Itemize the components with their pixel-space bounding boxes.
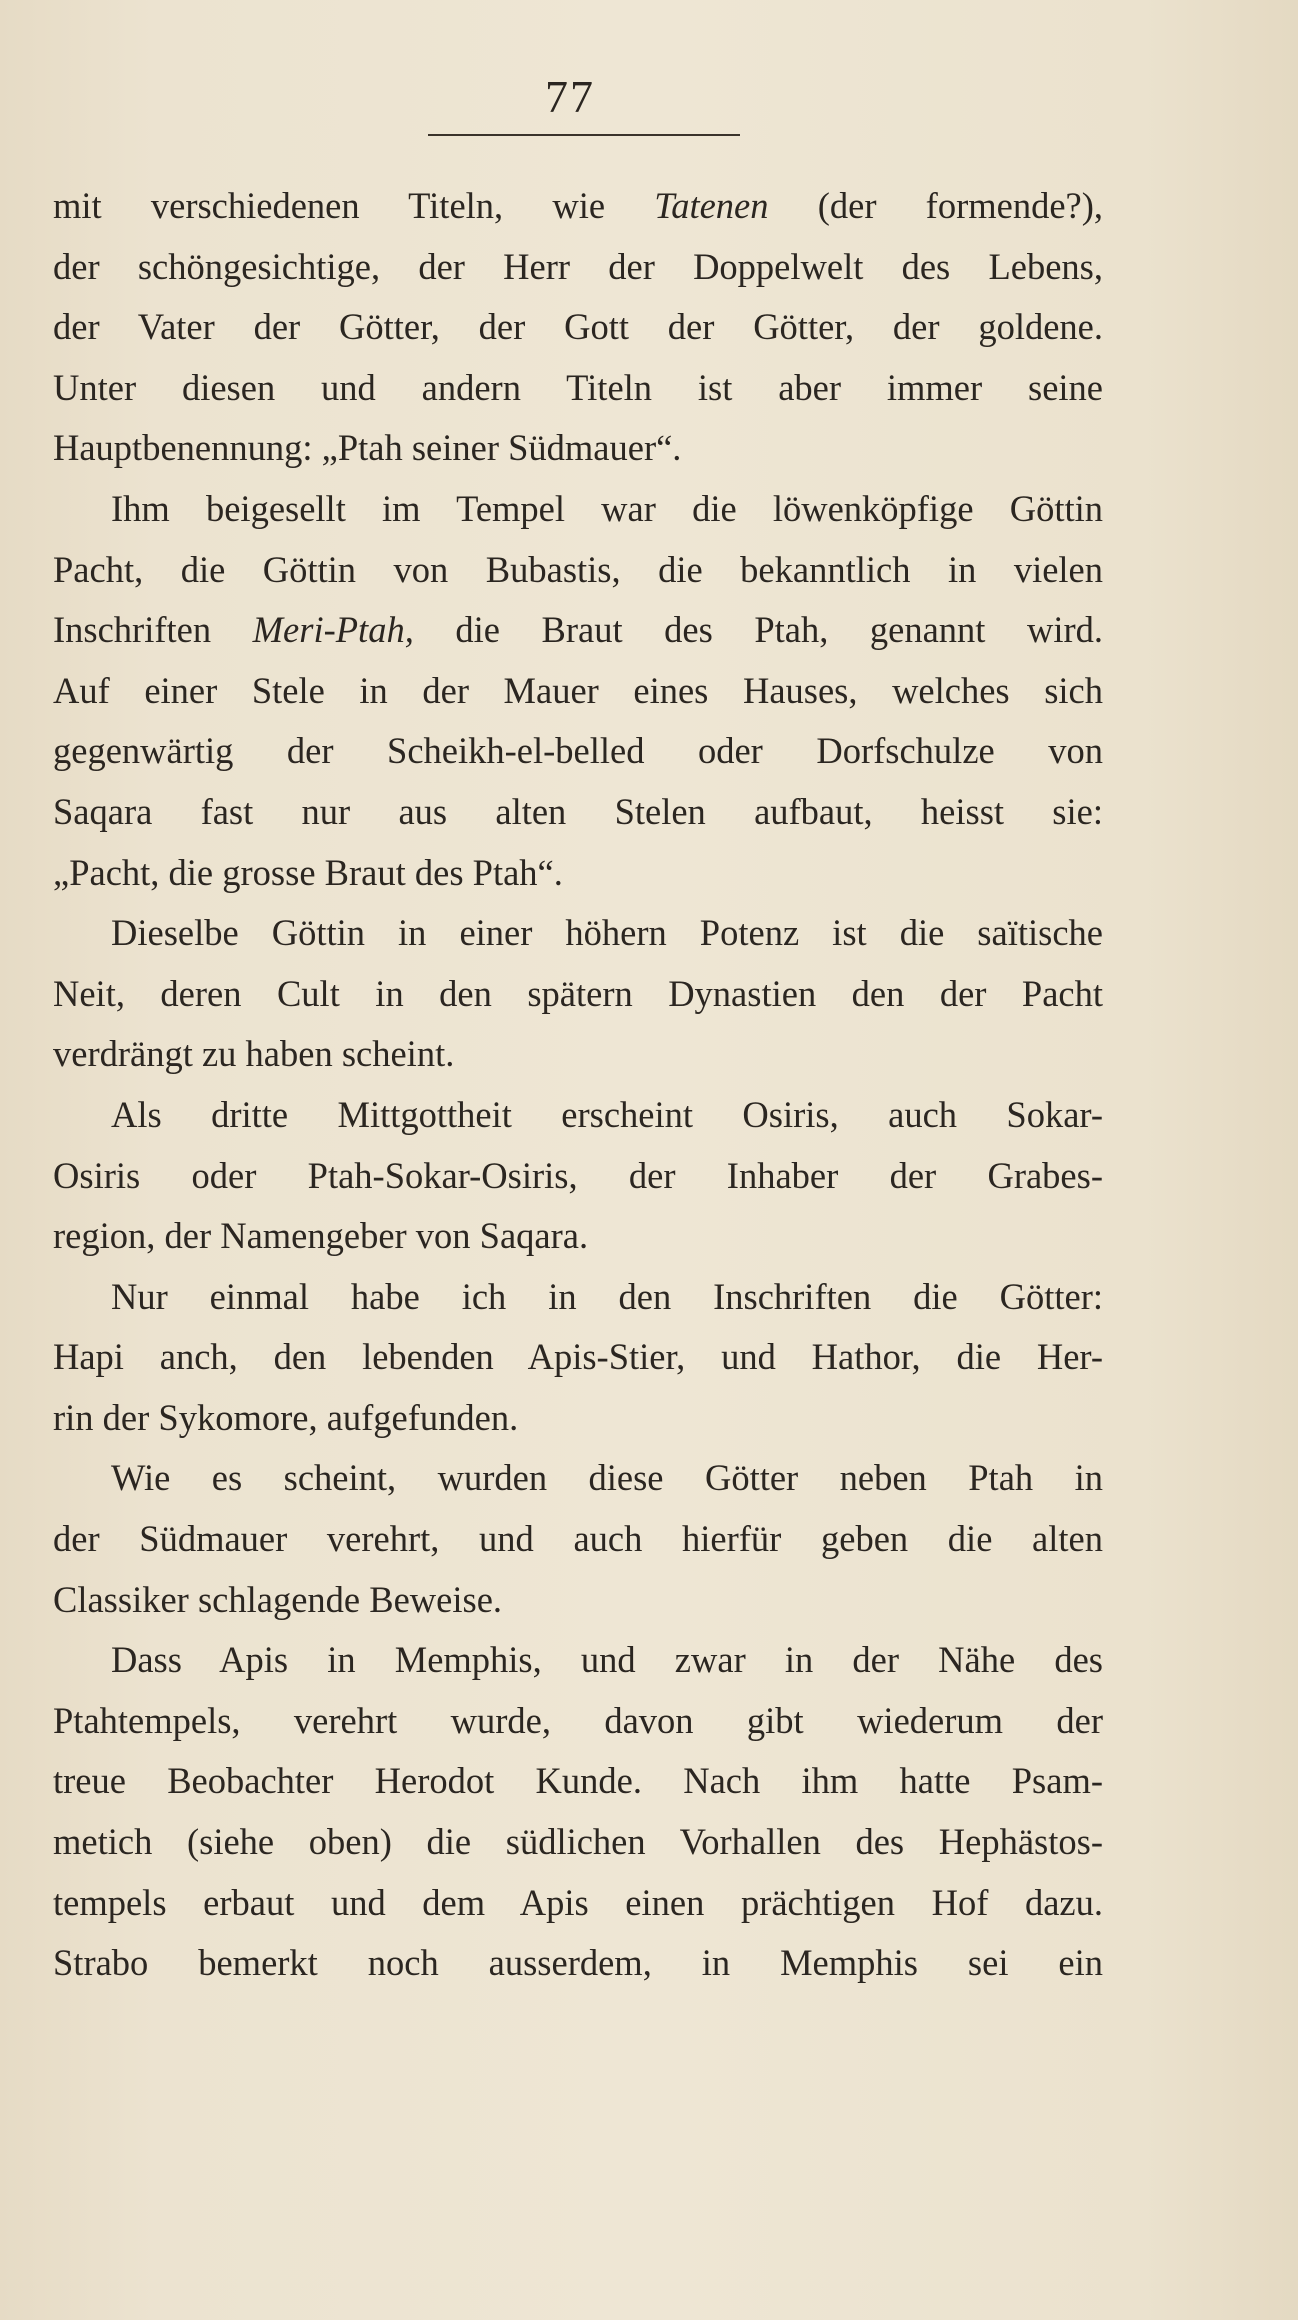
italic-term: Meri-Ptah, bbox=[252, 609, 414, 651]
text-line: Dieselbe Göttin in einer höhern Potenz ist die saïtische bbox=[111, 912, 1103, 954]
text-line: Als dritte Mittgottheit erscheint Osiris, auch Sokar- bbox=[111, 1093, 1103, 1135]
text-line: „Pacht, die grosse Braut des Ptah“. bbox=[53, 851, 563, 893]
page-number: 77 bbox=[545, 71, 595, 122]
text-line: Strabo bemerkt noch ausserdem, in Memphis sei ein bbox=[53, 1942, 1103, 1984]
text-line: der Südmauer verehrt, und auch hierfür geben die alten bbox=[53, 1518, 1103, 1560]
text-line: Inschriften Meri-Ptah, die Braut des Ptah, genannt wird. bbox=[53, 609, 1103, 651]
text-line: verdrängt zu haben scheint. bbox=[53, 1033, 455, 1075]
text-line: Unter diesen und andern Titeln ist aber immer seine bbox=[53, 366, 1103, 408]
text-line: metich (siehe oben) die südlichen Vorhallen des Hephästos- bbox=[53, 1821, 1103, 1863]
text-line: Ihm beigesellt im Tempel war die löwenköpfige Göttin bbox=[111, 487, 1103, 529]
text-line: Nur einmal habe ich in den Inschriften die Götter: bbox=[111, 1275, 1103, 1317]
text-line: Dass Apis in Memphis, und zwar in der Nähe des bbox=[111, 1639, 1103, 1681]
text-line: Pacht, die Göttin von Bubastis, die bekanntlich in vielen bbox=[53, 548, 1103, 590]
text-line: Auf einer Stele in der Mauer eines Hauses, welches sich bbox=[53, 669, 1103, 711]
text-line: Saqara fast nur aus alten Stelen aufbaut, heisst sie: bbox=[53, 790, 1103, 832]
header-rule bbox=[428, 134, 740, 136]
text-line: mit verschiedenen Titeln, wie Tatenen (der formende?), bbox=[53, 185, 1103, 226]
text-line: tempels erbaut und dem Apis einen prächtigen Hof dazu. bbox=[53, 1881, 1103, 1923]
text-line: region, der Namengeber von Saqara. bbox=[53, 1215, 589, 1257]
text-line: Hauptbenennung: „Ptah seiner Südmauer“. bbox=[53, 427, 682, 469]
text-line: rin der Sykomore, aufgefunden. bbox=[53, 1396, 519, 1438]
text-line: gegenwärtig der Scheikh-el-belled oder Dorfschulze von bbox=[53, 730, 1103, 772]
text-line: der schöngesichtige, der Herr der Doppelwelt des Lebens, bbox=[53, 245, 1103, 287]
italic-term: Tatenen bbox=[654, 185, 769, 226]
text-line: Hapi anch, den lebenden Apis-Stier, und Hathor, die Her- bbox=[53, 1336, 1103, 1378]
body-text bbox=[53, 176, 1103, 1994]
text-line: Wie es scheint, wurden diese Götter neben Ptah in bbox=[111, 1457, 1103, 1499]
text-line: treue Beobachter Herodot Kunde. Nach ihm hatte Psam- bbox=[53, 1760, 1103, 1802]
text-line: der Vater der Götter, der Gott der Götter, der goldene. bbox=[53, 306, 1103, 348]
text-line: Neit, deren Cult in den spätern Dynastien den der Pacht bbox=[53, 972, 1103, 1014]
text-line: Ptahtempels, verehrt wurde, davon gibt wiederum der bbox=[53, 1699, 1103, 1741]
text-line: Osiris oder Ptah-Sokar-Osiris, der Inhaber der Grabes- bbox=[53, 1154, 1103, 1196]
text-line: Classiker schlagende Beweise. bbox=[53, 1578, 503, 1620]
